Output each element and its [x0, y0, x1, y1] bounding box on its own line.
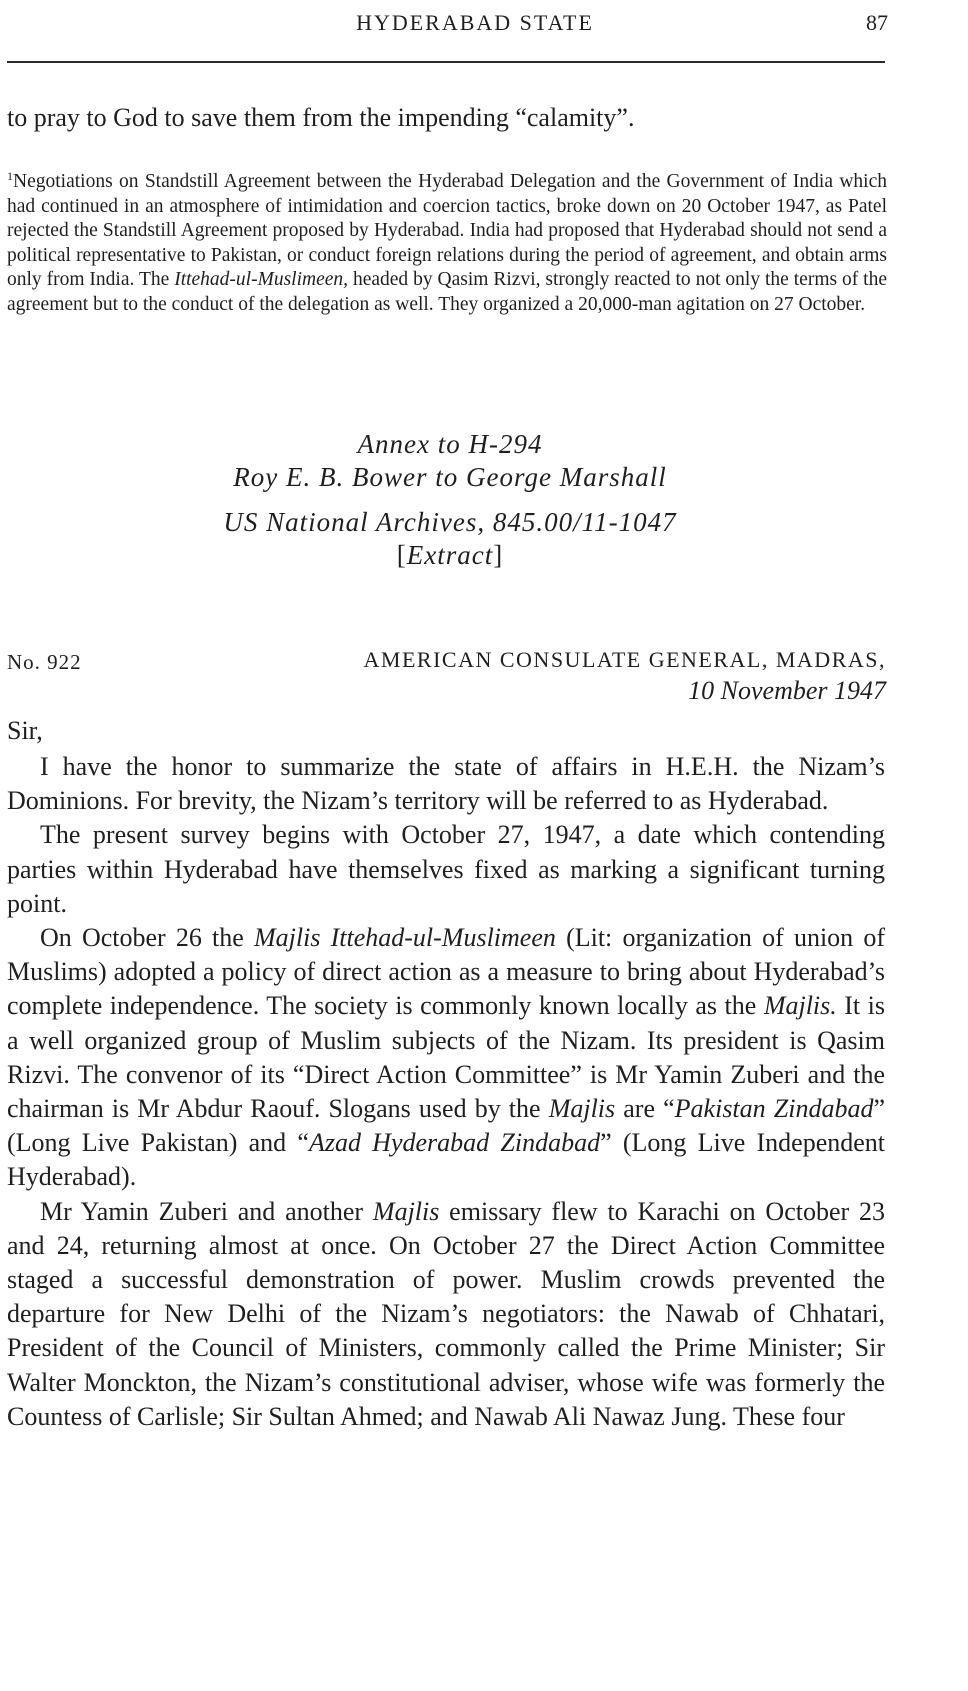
annex-extract-label	[0, 539, 900, 572]
bracket-open: [	[396, 540, 407, 570]
annex-source: US National Archives, 845.00/11-1047	[223, 507, 677, 537]
footnote-marker: 1	[7, 169, 13, 183]
italic-run: Majlis.	[763, 991, 837, 1021]
text-run: are “	[615, 1094, 675, 1124]
letter-date: 10 November 1947	[688, 676, 886, 705]
footnote-text-1: Negotiations on Standstill Agreement between the Hyderabad Delegation and the Government of India which had continued in an atmosphere of intimidation and coercion tactics, broke down on 20 October 1947, as Patel rejected the Standstill Agreement proposed by Hyderabad. India had proposed that Hyderabad should not send a political representative to Pakistan, or conduct foreign relations during the period of agreement, and obtain arms only from India. The	[7, 171, 887, 291]
running-head: HYDERABAD STATE	[356, 10, 594, 35]
letter-sender: AMERICAN CONSULATE GENERAL, MADRAS,	[363, 647, 886, 672]
extract-word: Extract	[406, 540, 494, 570]
italic-run: Majlis	[372, 1196, 440, 1226]
paragraph-1: I have the honor to summarize the state of affairs in H.E.H. the Nizam’s Dominions. For brevity, the Nizam’s territory will be referred to as Hyderabad.	[7, 752, 885, 816]
text-run: emissary flew to Karachi on October 23 and 24, returning almost at once. On October 27 the Direct Action Committee staged a successful demonstration of power. Muslim crowds prevented the departure for New Delhi of the Nizam’s negotiators: the Nawab of Chhatari, President of the Council of Ministers, commonly called the Prime Minister; Sir Walter Monckton, the Nizam’s constitutional adviser, whose wife was formerly the Countess of Carlisle; Sir Sultan Ahmed; and Nawab Ali Nawaz Jung. These four	[7, 1196, 885, 1431]
page-number: 87	[866, 10, 888, 35]
paragraph-4	[7, 1195, 885, 1434]
bracket-close: ]	[493, 540, 504, 570]
annex-title: Annex to H-294	[357, 429, 543, 459]
letter-number: No. 922	[7, 650, 82, 674]
footnote	[7, 164, 887, 318]
text-run: ” (Long Live Independent Hyderabad).	[7, 1128, 885, 1192]
paragraph-2: The present survey begins with October 27, 1947, a date which contending parties within Hyderabad have themselves fixed as marking a significant turning point.	[7, 820, 885, 918]
continuation-line: to pray to God to save them from the impending “calamity”.	[7, 103, 635, 132]
italic-run: Majlis	[548, 1094, 616, 1124]
annex-correspondents: Roy E. B. Bower to George Marshall	[233, 462, 667, 492]
text-run: It is a well organized group of Muslim subjects of the Nizam. Its president is Qasim Rizvi. The convenor of its “Direct Action Committee” is Mr Yamin Zuberi and the chairman is Mr Abdur Raouf. Slogans used by the	[7, 991, 885, 1124]
italic-run: Majlis Ittehad-ul-Muslimeen	[254, 923, 556, 953]
footnote-italic: Ittehad-ul-Muslimeen,	[174, 269, 349, 291]
paragraph-3	[7, 921, 885, 1195]
footnote-text-2: headed by Qasim Rizvi, strongly reacted to not only the terms of the agreement but to the conduct of the delegation as well. They organized a 20,000-man agitation on 27 October.	[7, 269, 887, 315]
letter-body	[7, 750, 885, 1434]
text-run: ” (Long Live Pakistan) and “	[7, 1094, 886, 1158]
text-run: On October 26 the	[40, 923, 254, 953]
header-rule	[7, 61, 885, 63]
text-run: Mr Yamin Zuberi and another	[40, 1196, 373, 1226]
italic-run: Pakistan Zindabad	[674, 1094, 874, 1124]
letter-salutation: Sir,	[7, 716, 43, 745]
italic-run: Azad Hyderabad Zindabad	[308, 1128, 601, 1158]
page-header	[0, 10, 968, 40]
annex-heading	[0, 428, 900, 572]
text-run: (Lit: organization of union of Muslims) adopted a policy of direct action as a measure to bring about Hyderabad’s complete independence. The society is commonly known locally as the	[7, 923, 886, 1021]
